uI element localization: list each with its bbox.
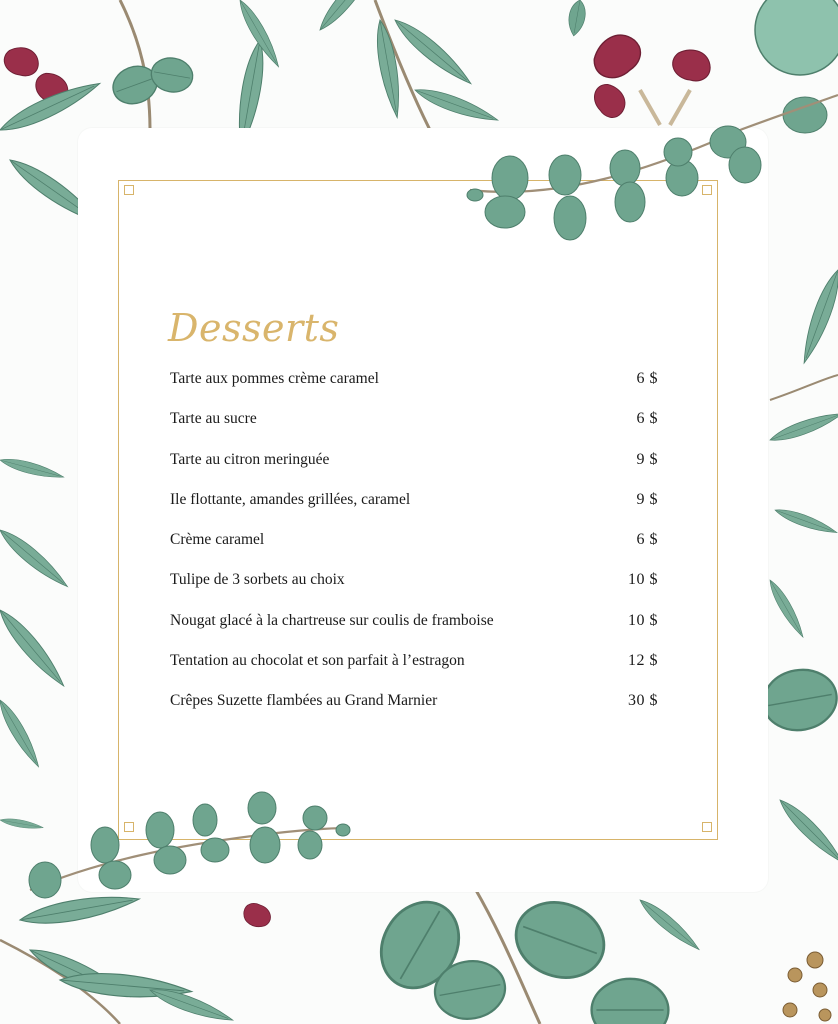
menu-item-price: 9 $: [636, 490, 658, 508]
menu-item-price: 6 $: [636, 410, 658, 428]
menu-item-price: 9 $: [636, 450, 658, 468]
frame-corner-ornament: [702, 822, 712, 832]
menu-item: [170, 652, 658, 692]
menu-item-name: Ile flottante, amandes grillées, caramel: [170, 490, 411, 508]
menu-item-name: Tarte au sucre: [170, 410, 257, 428]
frame-corner-ornament: [702, 185, 712, 195]
menu-item: [170, 451, 658, 491]
menu-item-name: Nougat glacé à la chartreuse sur coulis de framboise: [170, 611, 494, 629]
menu-item: [170, 491, 658, 531]
menu-item-name: Tulipe de 3 sorbets au choix: [170, 571, 345, 589]
menu-item-name: Tarte au citron meringuée: [170, 450, 330, 468]
menu-item: [170, 370, 658, 410]
menu-item-price: 6 $: [636, 370, 658, 387]
menu-item: [170, 531, 658, 571]
menu-item-price: 12 $: [628, 652, 658, 670]
menu-item-name: Tarte aux pommes crème caramel: [170, 370, 379, 387]
frame-corner-ornament: [124, 185, 134, 195]
menu-item: [170, 410, 658, 450]
menu-item-price: 10 $: [628, 611, 658, 629]
menu-item-name: Crêpes Suzette flambées au Grand Marnier: [170, 692, 438, 710]
menu-item: [170, 571, 658, 611]
menu-item-name: Crème caramel: [170, 531, 265, 549]
menu-title: Desserts: [168, 306, 340, 350]
menu-item: [170, 692, 658, 732]
menu-item-price: 10 $: [628, 571, 658, 589]
menu-item-price: 30 $: [628, 692, 658, 710]
menu-item-name: Tentation au chocolat et son parfait à l’estragon: [170, 652, 465, 670]
frame-corner-ornament: [124, 822, 134, 832]
menu-item-price: 6 $: [636, 531, 658, 549]
menu-item: [170, 612, 658, 652]
dessert-list: [170, 370, 658, 733]
